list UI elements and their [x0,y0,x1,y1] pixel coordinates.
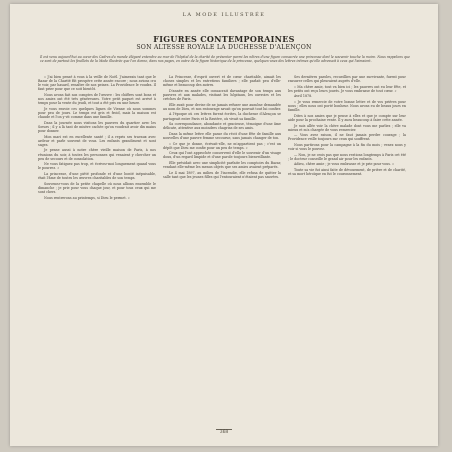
paragraph: Elle présidait avec une simplicité parfaite les comptoirs du Bazar, vendant elle-même les menus objets que ses amies avaient préparés. [163,160,281,170]
paragraph: Je suis allée voir la chère malade dont vous me parliez ; elle va mieux et m'a chargée de vous remercier. [288,123,406,132]
paragraph: Je vous envoie ces quelques lignes de Vienne où nous sommes pour peu de jours. Le temps est gris et froid, mais la maison est chaude et l'on y vit comme dans une famille. [38,106,156,120]
paragraph: Adieu, chère amie ; je vous embrasse et je prie pour vous. » [294,162,395,167]
paragraph: « J'ai bien pensé à vous à la veille de Noël. J'aimerais tant que le Bazar de la Charité fût prospère cette année encore ; nous avions cru le voir, par hasard, renaître de nos peines. La Providence le voudra. Il faut prier pour que ce soit bientôt. [38,75,156,92]
paragraph: Avril 1878. [294,94,313,99]
masthead: LA MODE ILLUSTRÉE [182,12,266,18]
paragraph: Ceux qui l'ont approchée conservent d'elle le souvenir d'un visage doux, d'un regard limpide et d'une parole toujours bienveillante. [163,151,281,160]
paragraph: Souvenez-vous de la petite chapelle où nous allions ensemble le dimanche ; je prie pour vous chaque jour, et pour tous ceux qui me sont chers. [38,181,156,195]
paragraph: Elle avait pour devise de ne jamais refuser une aumône demandée au nom de Dieu, et son entourage savait qu'on pouvait tout lui confier. [163,102,281,111]
text-column-2 [163,75,281,435]
page-number-text: 368 [216,429,233,435]
paragraph: Dites à nos amies que je pense à elles et que je compte sur leur aide pour la prochaine vente. Il y aura beaucoup à faire cette année. [288,113,406,122]
paragraph: Nous avons fait nos comptes de l'œuvre : les chiffres sont bons et nos amies ont été très généreuses. Votre petit paquet est arrivé à temps pour la vente du jeudi, et tout a été pris en une heure. [38,93,156,106]
paragraph: Nous rentrerons au printemps, si Dieu le permet. » [44,195,130,200]
paragraph: La princesse, d'une piété profonde et d'une bonté inépuisable, était l'âme de toutes les œuvres charitables de son temps. [38,172,156,181]
paragraph: « Je vous remercie de votre bonne lettre et de vos prières pour nous ; elles nous ont porté bonheur. Nous avons eu de beaux jours en famille. [288,99,406,113]
paragraph: Ne vous fatiguez pas trop, et écrivez-moi longuement quand vous le pourrez. » [38,162,156,171]
paragraph: Le 4 mai 1897, au milieu de l'incendie, elle refusa de quitter la salle tant que les jeunes filles qui l'entouraient n'étaient pas sauvées. [163,170,281,179]
paragraph: La Princesse, d'esprit ouvert et de cœur charitable, aimait les choses simples et les entretiens familiers ; elle parlait peu d'elle-même et beaucoup des autres. [163,75,281,88]
paragraph: — Non, je ne crois pas que nous restions longtemps à Paris cet été ; le docteur conseille le grand air pour les enfants. [288,152,406,161]
text-column-3 [288,75,406,435]
text-column-1 [38,75,156,435]
magazine-page [10,4,438,446]
paragraph: Sa correspondance, abondante et gracieuse, témoigne d'une âme délicate, attentive aux moindres chagrins de ses amis. [163,122,281,131]
paragraph: D'année en année elle consacrait davantage de son temps aux pauvres et aux malades, visitant les hôpitaux, les ouvroirs et les crèches de Paris. [163,88,281,102]
article-subtitle: SON ALTESSE ROYALE LA DUCHESSE D'ALENÇON [136,44,312,51]
paragraph: Ses dernières paroles, recueillies par une survivante, furent pour rassurer celles qui pleuraient auprès d'elle. [288,75,406,84]
paragraph: Dans la journée nous visitons les pauvres du quartier avec les Sœurs ; il y a là tant de misère cachée qu'on voudrait avoir dix mains pour donner. [38,120,156,134]
paragraph: « Ma chère amie, tout va bien ici ; les pauvres ont eu leur fête, et les petits ont reçu leurs jouets. Je vous embrasse de tout cœur. » [288,84,406,93]
paragraph: — Vous avez raison, il ne faut jamais perdre courage ; la Providence veille toujours sur ceux qui souffrent. [288,133,406,142]
paragraph: Mon mari est en excellente santé ; il a repris ses travaux avec ardeur et parle souvent de vous. Les enfants grandissent et sont sages. [38,134,156,147]
paragraph: Toute sa vie fut ainsi faite de dévouement, de prière et de charité, et sa mort héroïque en fut le couronnement. [288,167,406,177]
paragraph: Dans la même lettre elle passe du récit d'une fête de famille aux nouvelles d'une pauvre femme secourue, sans jamais changer de ton. [163,131,281,140]
intro-paragraph: Il est venu aujourd'hui au cœur des Cadres du monde élégant entendre au mur de l'hôpital de la charité de présenter parmi les nôtres d'une figure consacrée une princesse dont le souvenir touche la moire. Nous rappelons que ce sont de partout les feuillets de la Mode illustrée que l'on donne, dans nos pages, en outre de la figure historique de la princesse, quelques-unes des lettres intimes qu'elle adressait à ceux qui l'aimaient. [40,55,410,64]
paragraph: Nous partirons pour la campagne à la fin du mois ; venez nous y voir si vous le pouvez. [288,142,406,152]
paragraph: « Ce que je donne, écrivait-elle, ne m'appartient pas ; c'est un dépôt que Dieu me confie pour un peu de temps. » [163,141,281,150]
paragraph: Je pense aussi à notre chère vieille maison de Paris, à nos réunions du soir, à toutes les personnes qui venaient y chercher un peu de secours et de consolation. [38,148,156,161]
page-number [10,430,438,435]
paragraph: A l'époque où ces lettres furent écrites, la duchesse d'Alençon se partageait entre Paris et la Bavière, où vivait sa famille. [163,112,281,121]
article-title: FIGURES CONTEMPORAINES [153,34,295,44]
